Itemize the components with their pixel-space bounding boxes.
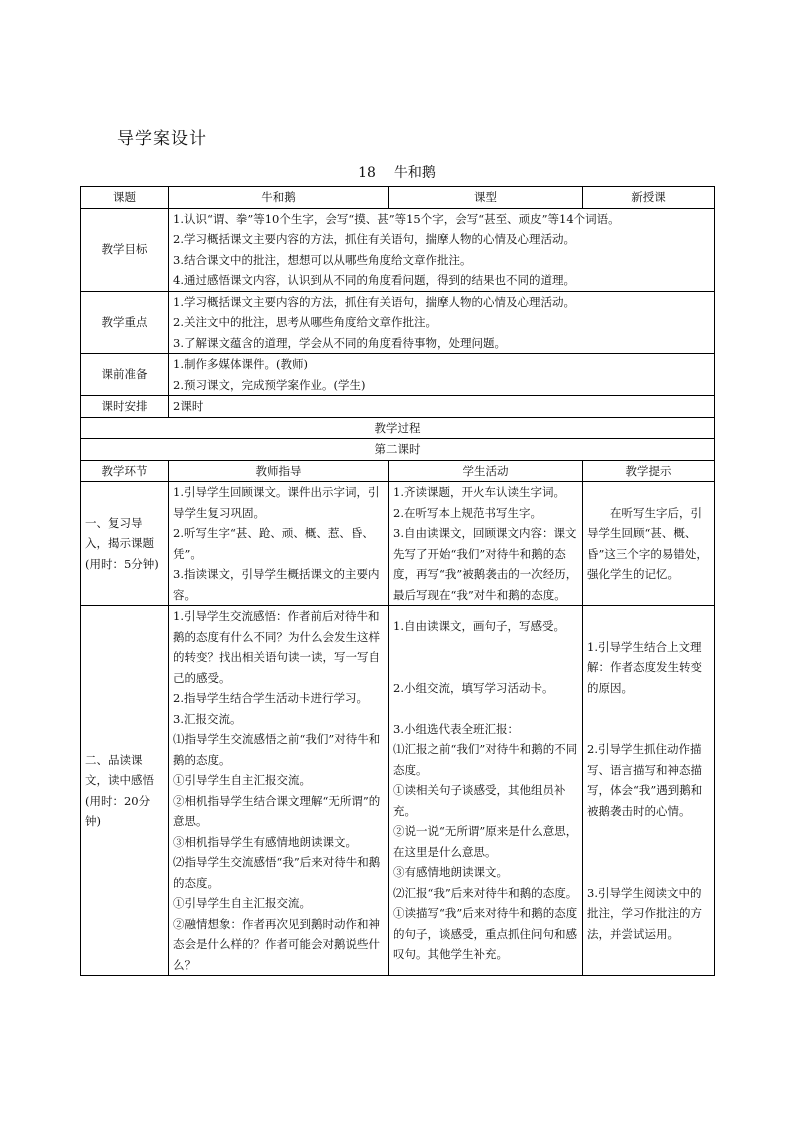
table-row [81, 606, 715, 976]
column-header-tip: 教学提示 [583, 460, 715, 482]
list-item: ⑵指导学生交流感悟“我”后来对待牛和鹅的态度。 [173, 855, 381, 890]
list-item: 2.在听写本上规范书写生字。 [393, 505, 542, 520]
objectives-label: 教学目标 [81, 208, 169, 291]
header-row [81, 187, 715, 209]
tip-cell: 在听写生字后，引导学生回顾“甚、概、昏”这三个字的易错处，强化学生的记忆。 [583, 482, 715, 606]
list-item: 2.预习课文，完成预学案作业。(学生) [173, 377, 366, 392]
schedule-row [81, 396, 715, 418]
student-cell [389, 606, 583, 976]
list-item: 2.听写生字“甚、跄、顽、概、惹、昏、凭”。 [173, 526, 374, 561]
label-course: 课题 [81, 187, 169, 209]
schedule-label: 课时安排 [81, 396, 169, 418]
list-item: 3.自由读课文，回顾课文内容：课文先写了开始“我们”对待牛和鹅的态度，再写“我”被鹅袭击的一次经历，最后写现在“我”对牛和鹅的态度。 [393, 526, 578, 602]
process-title: 教学过程 [81, 417, 715, 439]
list-item: ①引导学生自主汇报交流。 [173, 896, 311, 910]
list-item: 2.引导学生抓住动作描写、语言描写和神态描写，体会“我”遇到鹅和被鹅袭击时的心情。 [587, 742, 703, 818]
period-title-row [81, 439, 715, 461]
list-item: ③有感情地朗读课文。 [393, 865, 508, 880]
list-item: ⑴指导学生交流感悟之前“我们”对待牛和鹅的态度。 [173, 732, 381, 767]
teacher-cell [169, 482, 389, 606]
list-item: ③相机指导学生有感情地朗读课文。 [173, 834, 357, 849]
tip-cell [583, 606, 715, 976]
list-item: 1.引导学生回顾课文。课件出示字词，引导学生复习巩固。 [173, 485, 380, 520]
list-item: 3.引导学生阅读文中的批注，学习作批注的方法，并尝试运用。 [587, 885, 702, 941]
list-item: 1.齐读课题，开火车认读生字词。 [393, 485, 565, 499]
schedule-value: 2课时 [169, 396, 715, 418]
list-item: 3.指读课文，引导学生概括课文的主要内容。 [173, 567, 380, 602]
list-item: ⑵汇报“我”后来对待牛和鹅的态度。 [393, 885, 578, 900]
list-item: ①读描写“我”后来对待牛和鹅的态度的句子，谈感受，重点抓住问句和感叹句。其他学生补充。 [393, 906, 578, 962]
lesson-name: 牛和鹅 [393, 165, 436, 181]
course-value: 牛和鹅 [169, 187, 389, 209]
objectives-list [169, 208, 715, 291]
list-item: 1.引导学生交流感悟：作者前后对待牛和鹅的态度有什么不同？为什么会发生这样的转变？找出相关语句读一读，写一写自己的感受。 [173, 609, 380, 685]
student-cell [389, 482, 583, 606]
table-row [81, 482, 715, 606]
period-title: 第二课时 [81, 439, 715, 461]
process-title-row [81, 417, 715, 439]
key-points-list [169, 291, 715, 354]
preparation-label: 课前准备 [81, 354, 169, 396]
list-item: 2.关注文中的批注，思考从哪些角度给文章作批注。 [173, 315, 437, 329]
list-item: ②相机指导学生结合课文理解“无所谓”的意思。 [173, 793, 381, 828]
column-header-row [81, 460, 715, 482]
column-header-student: 学生活动 [389, 460, 583, 482]
list-item: ②融情想象：作者再次见到鹅时动作和神态会是什么样的？作者可能会对鹅说些什么？ [173, 916, 380, 972]
teacher-cell [169, 606, 389, 976]
type-value: 新授课 [583, 187, 715, 209]
list-item: 3.了解课文蕴含的道理，学会从不同的角度看待事物，处理问题。 [173, 335, 506, 350]
key-points-row [81, 291, 715, 354]
column-header-teacher: 教师指导 [169, 460, 389, 482]
list-item: 1.自由读课文，画句子，写感受。 [393, 619, 565, 634]
list-item: 1.学习概括课文主要内容的方法，抓住有关语句，揣摩人物的心情及心理活动。 [173, 294, 575, 309]
list-item: 3.汇报交流。 [173, 711, 242, 726]
lesson-number: 18 [358, 165, 376, 181]
list-item: 4.通过感悟课文内容，认识到从不同的角度看问题，得到的结果也不同的道理。 [173, 273, 575, 287]
list-item: 2.小组交流，填写学习活动卡。 [393, 680, 554, 695]
list-item: ①读相关句子谈感受，其他组员补充。 [393, 783, 566, 818]
column-header-stage: 教学环节 [81, 460, 169, 482]
list-item: ①引导学生自主汇报交流。 [173, 773, 311, 787]
list-item: 1.制作多媒体课件。(教师) [173, 357, 308, 371]
list-item: 2.指导学生结合学生活动卡进行学习。 [173, 691, 368, 705]
stage-cell: 二、品读课文，读中感悟(用时：20分钟) [81, 606, 169, 976]
list-item: 3.结合课文中的批注，想想可以从哪些角度给文章作批注。 [173, 252, 472, 267]
objectives-row [81, 208, 715, 291]
list-item: 1.引导学生结合上文理解：作者态度发生转变的原因。 [587, 639, 702, 695]
list-item: ②说一说“无所谓”原来是什么意思，在这里是什么意思。 [393, 824, 578, 859]
key-points-label: 教学重点 [81, 291, 169, 354]
page-heading: 导学案设计 [117, 129, 207, 149]
lesson-title [0, 162, 794, 182]
stage-cell: 一、复习导入，揭示课题(用时：5分钟) [81, 482, 169, 606]
preparation-row [81, 354, 715, 396]
list-item: 1.认识“谓、拳”等10个生字，会写“摸、甚”等15个字，会写“甚至、顽皮”等14个词语。 [173, 211, 620, 226]
preparation-list [169, 354, 715, 396]
list-item: 3.小组选代表全班汇报： [393, 721, 519, 736]
list-item: ⑴汇报之前“我们”对待牛和鹅的不同态度。 [393, 742, 578, 777]
lesson-plan-table [80, 186, 715, 976]
list-item: 2.学习概括课文主要内容的方法，抓住有关语句，揣摩人物的心情及心理活动。 [173, 232, 575, 246]
label-type: 课型 [389, 187, 583, 209]
